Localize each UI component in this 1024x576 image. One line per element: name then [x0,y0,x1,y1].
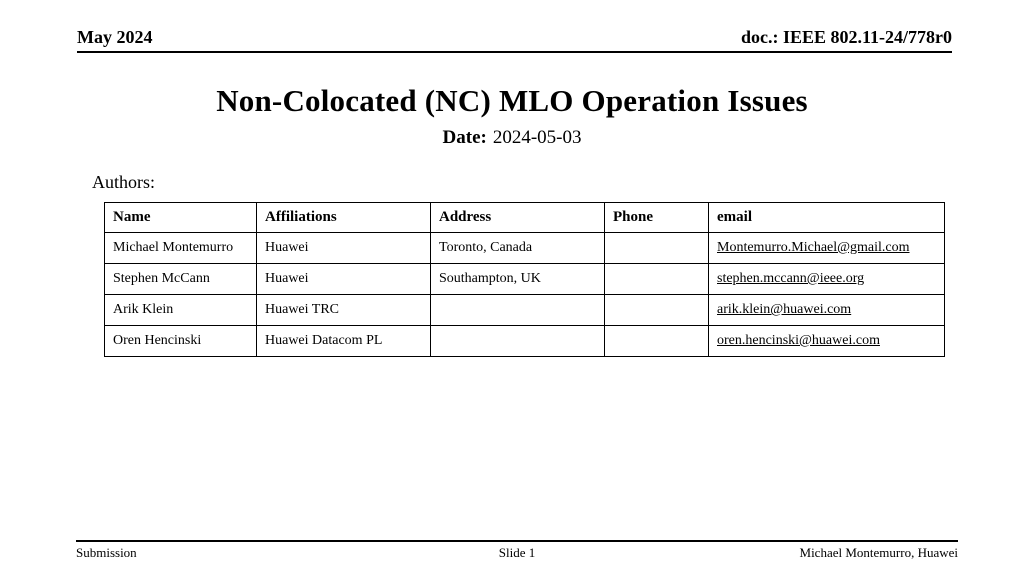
author-affiliation-cell: Huawei [257,233,431,264]
author-address-cell: Toronto, Canada [431,233,605,264]
table-row [105,233,945,264]
author-address-cell [431,295,605,326]
author-phone-cell [605,295,709,326]
author-address-cell: Southampton, UK [431,264,605,295]
author-phone-cell [605,326,709,357]
footer-slide-number: Slide 1 [498,545,536,560]
table-row [105,264,945,295]
header-doc-number: doc.: IEEE 802.11-24/778r0 [740,27,952,47]
author-email-cell [709,326,945,357]
author-name-cell: Arik Klein [105,295,257,326]
table-header-row [105,203,945,233]
column-header-email: email [709,203,945,233]
header-date: May 2024 [77,27,153,47]
email-link[interactable]: stephen.mccann@ieee.org [717,271,865,286]
footer-author: Michael Montemurro, Huawei [799,545,958,560]
authors-table [104,202,945,357]
author-address-cell [431,326,605,357]
slide-header [77,27,952,53]
table-row [105,295,945,326]
column-header-name: Name [105,203,257,233]
date-label: Date: [442,127,487,148]
date-value: 2024-05-03 [492,127,582,148]
author-affiliation-cell: Huawei [257,264,431,295]
author-email-cell [709,233,945,264]
table-row [105,326,945,357]
author-email-cell [709,295,945,326]
author-affiliation-cell: Huawei Datacom PL [257,326,431,357]
authors-label: Authors: [92,172,155,192]
author-email-cell [709,264,945,295]
slide-footer [76,540,958,561]
column-header-address: Address [431,203,605,233]
author-name-cell: Michael Montemurro [105,233,257,264]
author-phone-cell [605,233,709,264]
column-header-phone: Phone [605,203,709,233]
author-name-cell: Stephen McCann [105,264,257,295]
author-affiliation-cell: Huawei TRC [257,295,431,326]
author-name-cell: Oren Hencinski [105,326,257,357]
email-link[interactable]: arik.klein@huawei.com [717,302,852,317]
author-phone-cell [605,264,709,295]
email-link[interactable]: oren.hencinski@huawei.com [717,333,880,348]
footer-submission: Submission [76,545,137,560]
date-line [0,127,1024,149]
slide-title: Non-Colocated (NC) MLO Operation Issues [216,83,808,118]
column-header-affiliations: Affiliations [257,203,431,233]
email-link[interactable]: Montemurro.Michael@gmail.com [717,240,910,255]
